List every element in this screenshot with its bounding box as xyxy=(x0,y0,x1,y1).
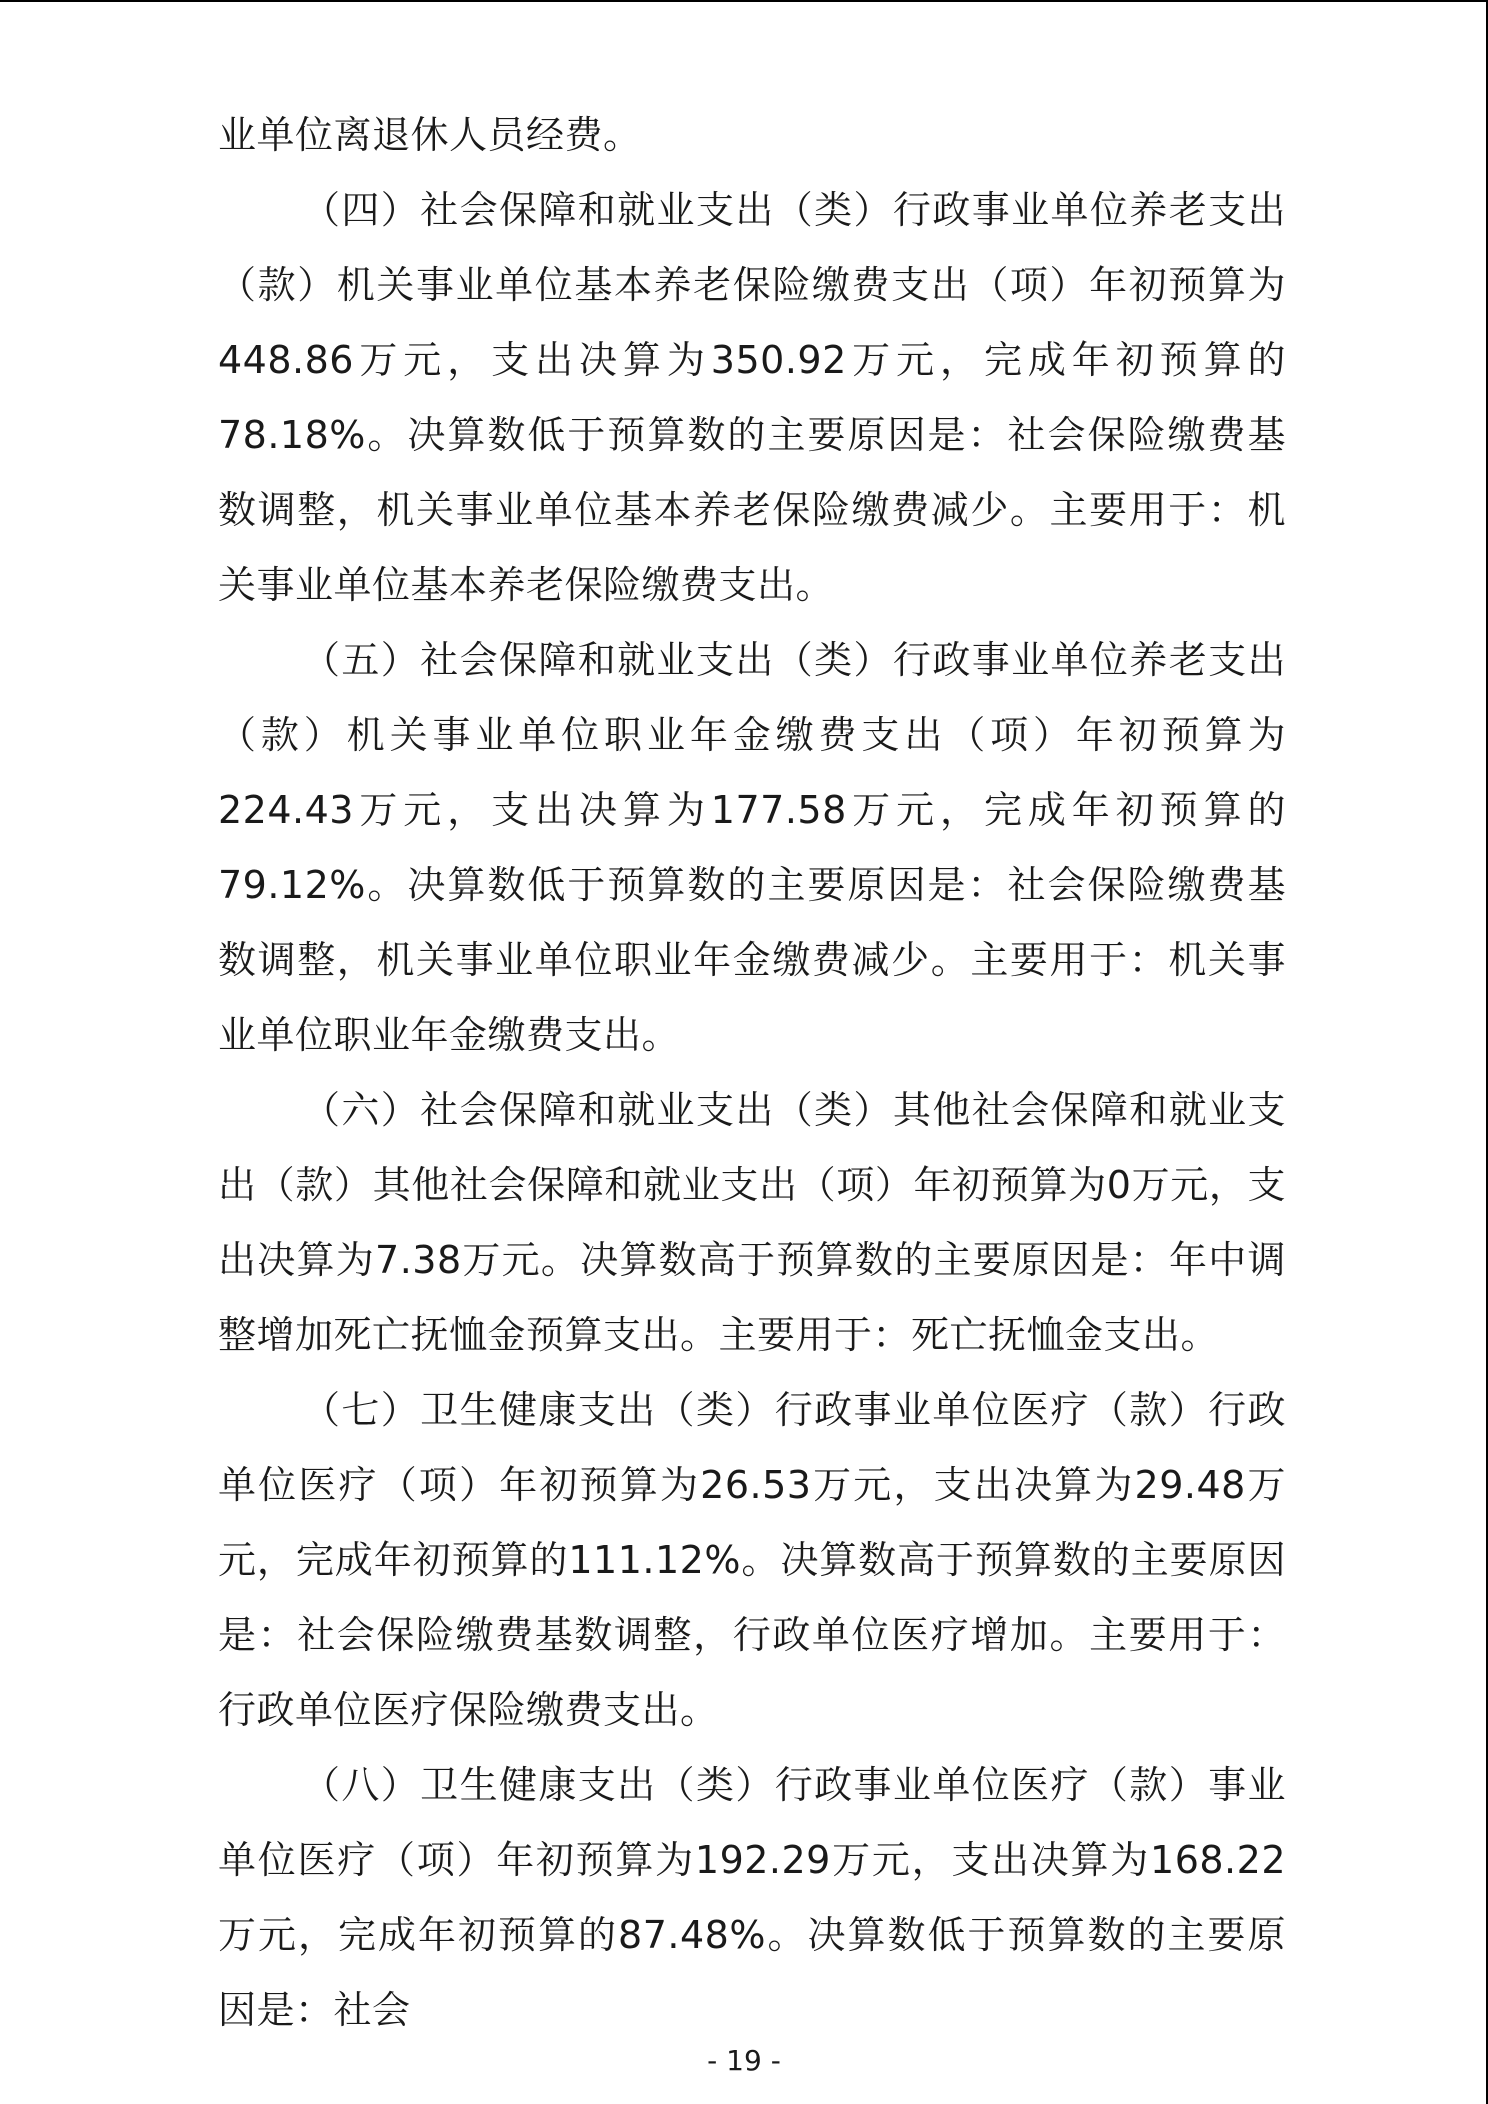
page-border-top xyxy=(0,0,1488,2)
paragraph-section-7: （七）卫生健康支出（类）行政事业单位医疗（款）行政单位医疗（项）年初预算为26.53万元，支出决算为29.48万元，完成年初预算的111.12%。决算数高于预算数的主要原因是：社会保险缴费基数调整，行政单位医疗增加。主要用于：行政单位医疗保险缴费支出。 xyxy=(218,1388,1286,1732)
paragraph-section-5: （五）社会保障和就业支出（类）行政事业单位养老支出（款）机关事业单位职业年金缴费支出（项）年初预算为224.43万元，支出决算为177.58万元，完成年初预算的79.12%。决算数低于预算数的主要原因是：社会保险缴费基数调整，机关事业单位职业年金缴费减少。主要用于：机关事业单位职业年金缴费支出。 xyxy=(218,638,1286,1057)
paragraph-continuation: 业单位离退休人员经费。 xyxy=(218,113,642,157)
paragraph-section-4: （四）社会保障和就业支出（类）行政事业单位养老支出（款）机关事业单位基本养老保险缴费支出（项）年初预算为448.86万元，支出决算为350.92万元，完成年初预算的78.18%。决算数低于预算数的主要原因是：社会保险缴费基数调整，机关事业单位基本养老保险缴费减少。主要用于：机关事业单位基本养老保险缴费支出。 xyxy=(218,188,1286,607)
paragraph-section-6: （六）社会保障和就业支出（类）其他社会保障和就业支出（款）其他社会保障和就业支出（项）年初预算为0万元，支出决算为7.38万元。决算数高于预算数的主要原因是：年中调整增加死亡抚恤金预算支出。主要用于：死亡抚恤金支出。 xyxy=(218,1088,1286,1357)
page-number: - 19 - xyxy=(707,2044,781,2077)
paragraph-section-8: （八）卫生健康支出（类）行政事业单位医疗（款）事业单位医疗（项）年初预算为192.29万元，支出决算为168.22万元，完成年初预算的87.48%。决算数低于预算数的主要原因是：社会 xyxy=(218,1763,1286,2032)
document-body xyxy=(218,98,1286,2048)
